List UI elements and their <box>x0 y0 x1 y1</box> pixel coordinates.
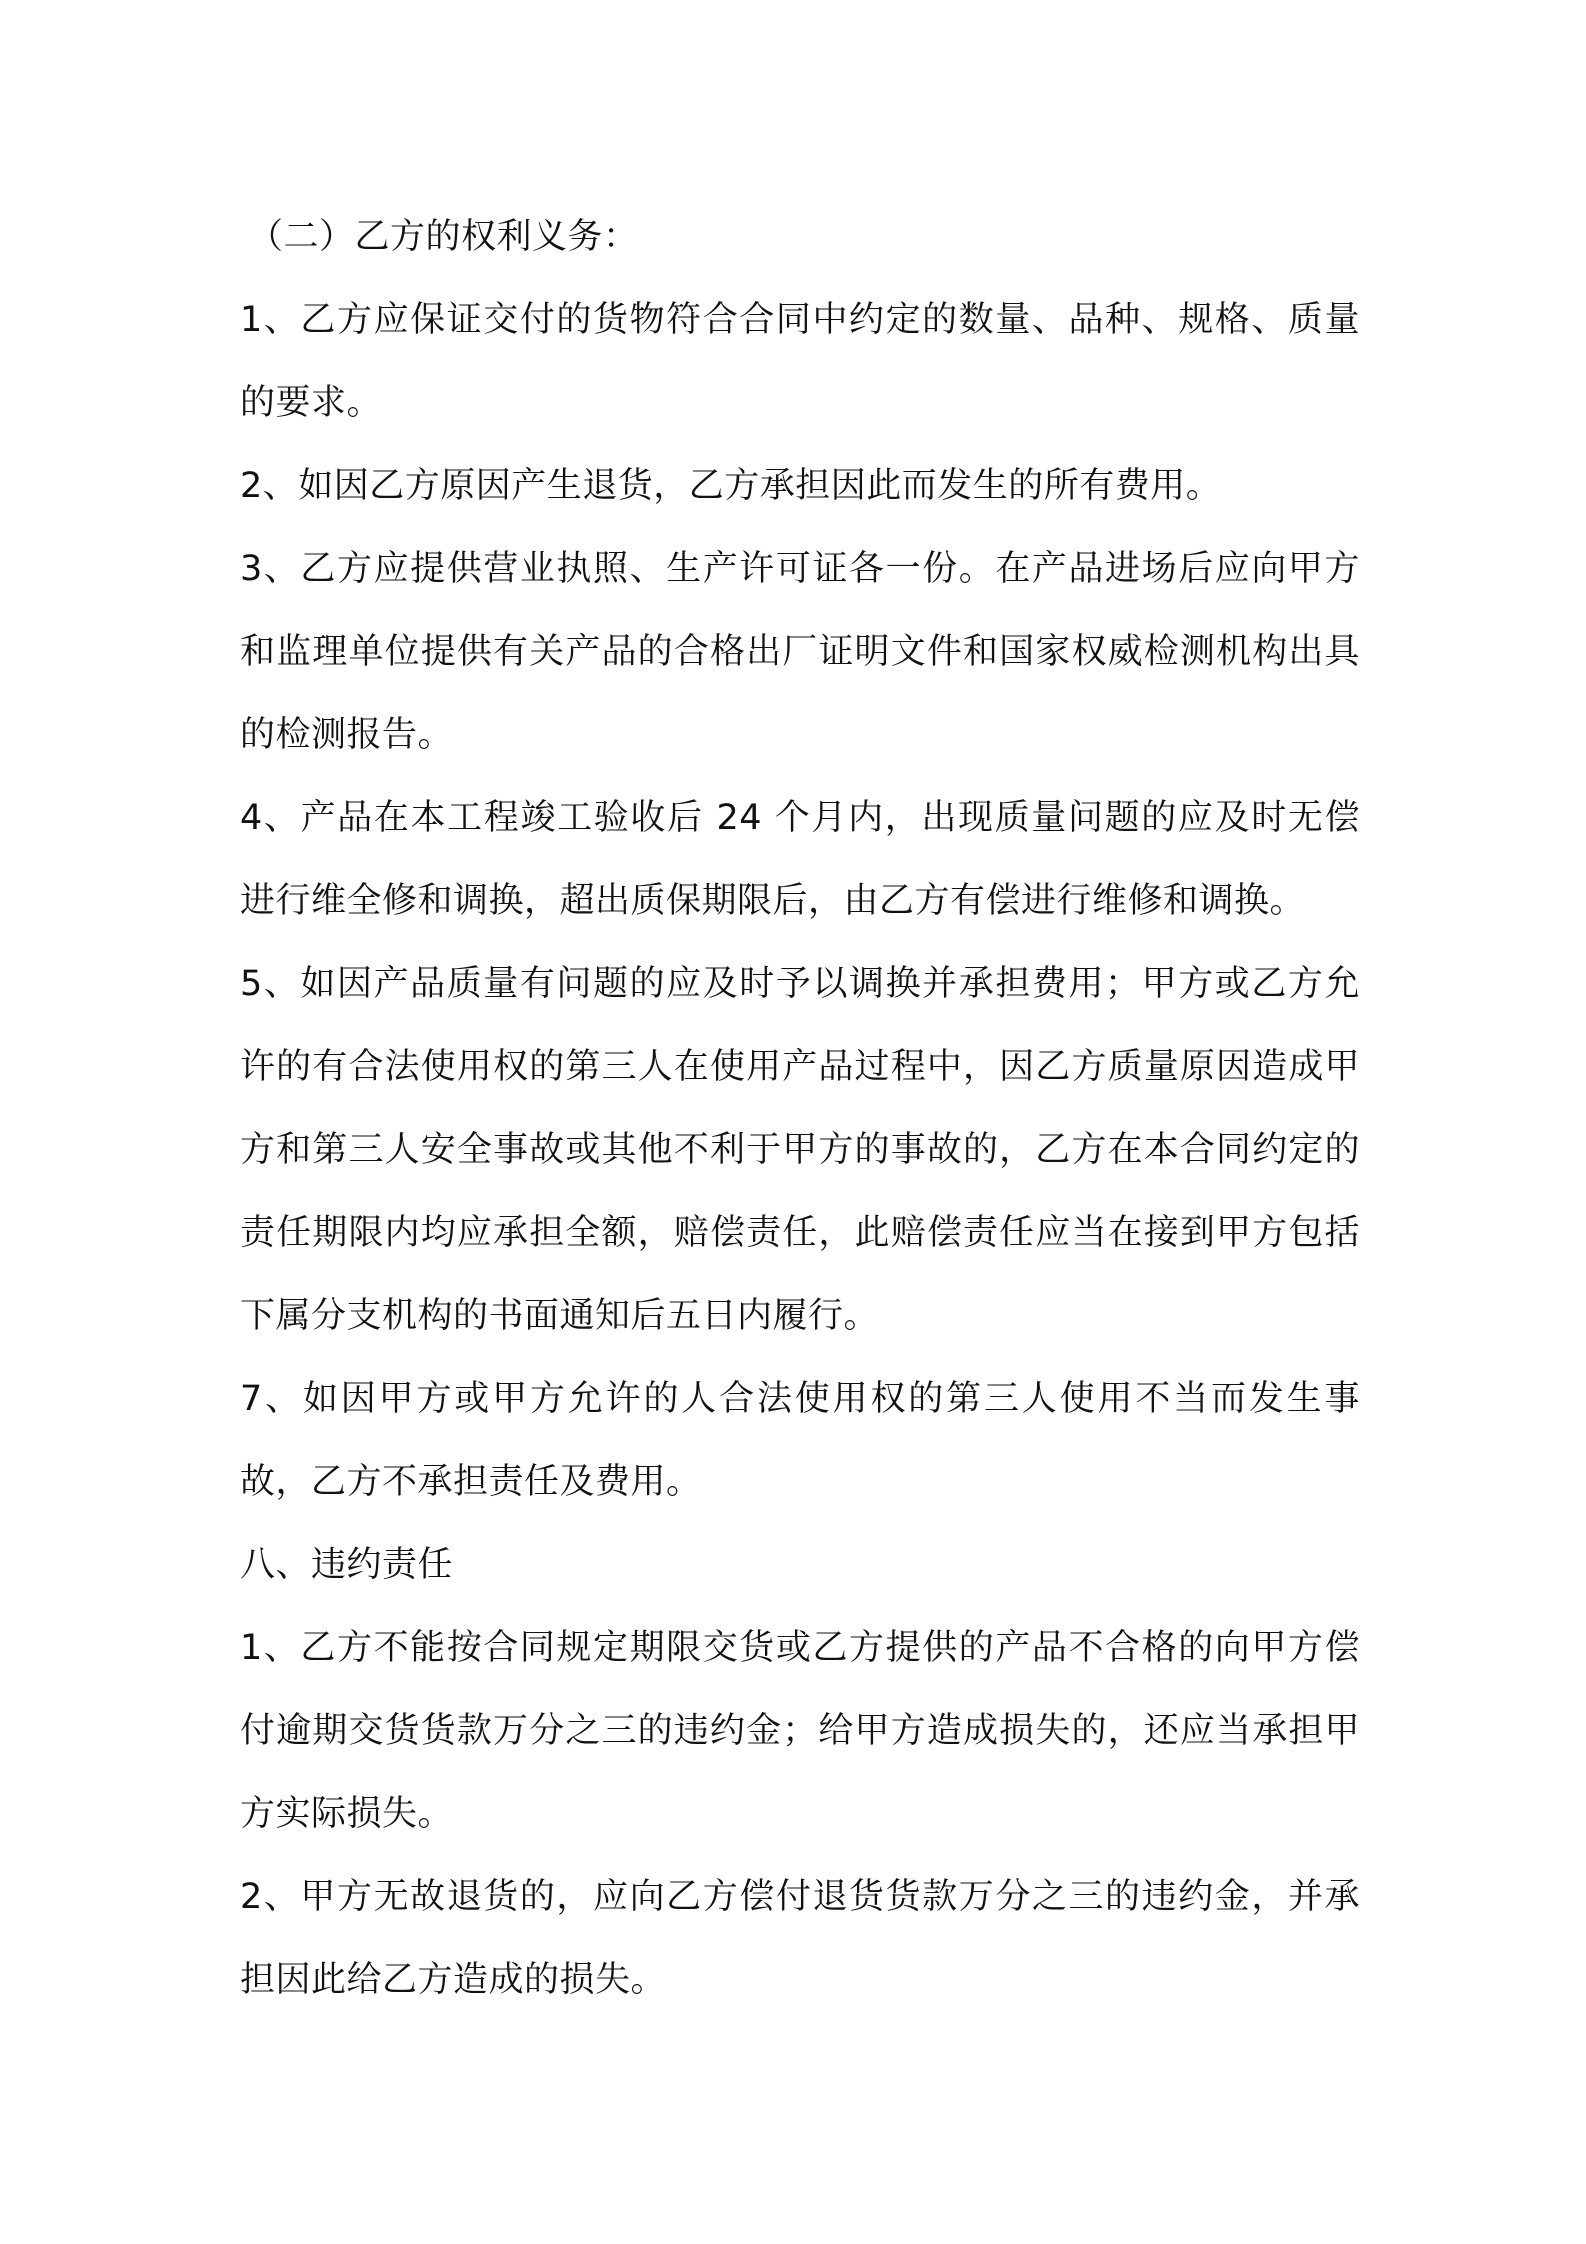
clause-3-licenses-reports: 3、乙方应提供营业执照、生产许可证各一份。在产品进场后应向甲方和监理单位提供有关产品的合格出厂证明文件和国家权威检测机构出具的检测报告。 <box>240 549 1360 755</box>
document-body <box>240 196 1360 2022</box>
breach-clause-2-unjustified-return: 2、甲方无故退货的，应向乙方偿付退货货款万分之三的违约金，并承担因此给乙方造成的损失。 <box>240 1877 1360 2000</box>
clause-1-goods-quality: 1、乙方应保证交付的货物符合合同中约定的数量、品种、规格、质量的要求。 <box>240 300 1360 423</box>
clause-7-improper-use: 7、如因甲方或甲方允许的人合法使用权的第三人使用不当而发生事故，乙方不承担责任及费用。 <box>240 1379 1360 1502</box>
section-heading-party-b-rights: （二）乙方的权利义务： <box>248 217 639 257</box>
breach-clause-1-late-delivery: 1、乙方不能按合同规定期限交货或乙方提供的产品不合格的向甲方偿付逾期交货货款万分之三的违约金；给甲方造成损失的，还应当承担甲方实际损失。 <box>240 1628 1360 1834</box>
section-heading-breach-liability: 八、违约责任 <box>240 1545 454 1585</box>
clause-2-return-costs: 2、如因乙方原因产生退货，乙方承担因此而发生的所有费用。 <box>240 466 1222 506</box>
clause-5-quality-liability: 5、如因产品质量有问题的应及时予以调换并承担费用；甲方或乙方允许的有合法使用权的第三人在使用产品过程中，因乙方质量原因造成甲方和第三人安全事故或其他不利于甲方的事故的，乙方在本合同约定的责任期限内均应承担全额，赔偿责任，此赔偿责任应当在接到甲方包括下属分支机构的书面通知后五日内履行。 <box>240 964 1360 1336</box>
clause-4-warranty: 4、产品在本工程竣工验收后 24 个月内，出现质量问题的应及时无偿进行维全修和调换，超出质保期限后，由乙方有偿进行维修和调换。 <box>240 798 1360 921</box>
